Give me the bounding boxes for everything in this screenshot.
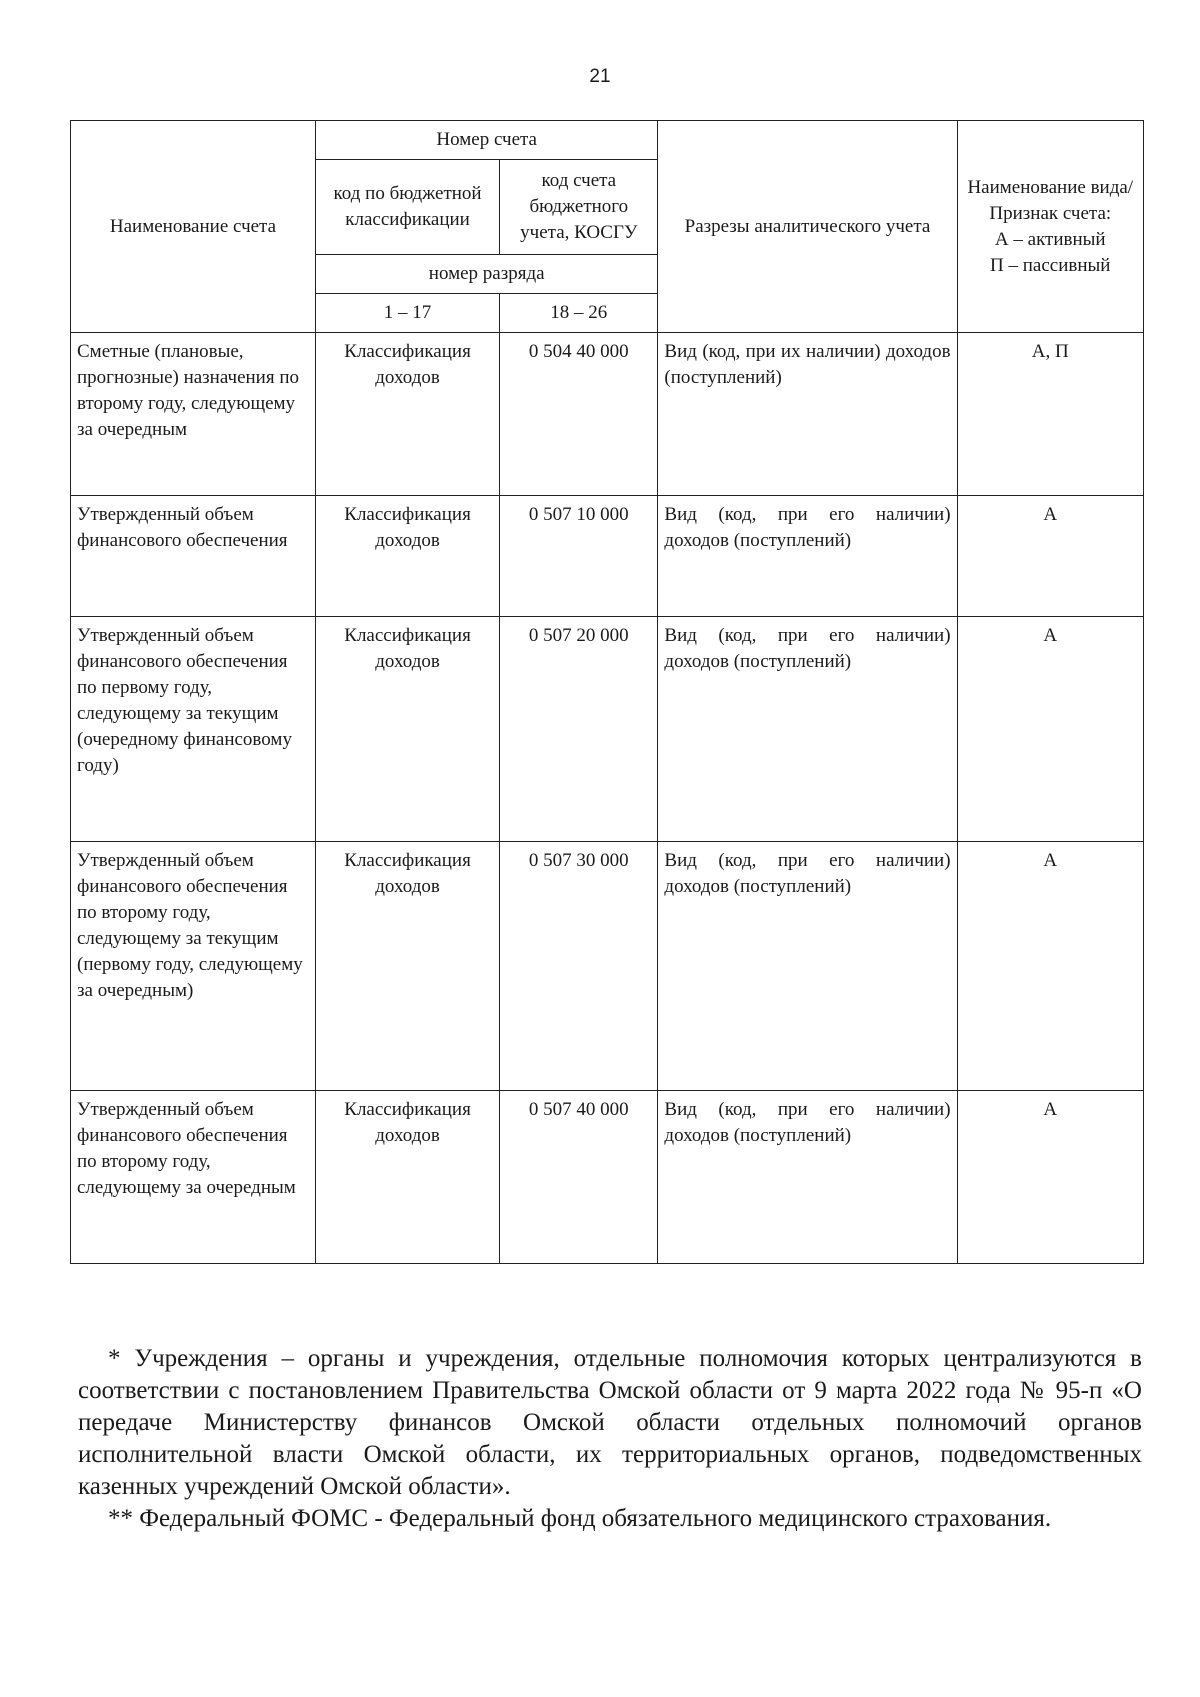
budget-code-cell: Классификация доходов: [315, 842, 499, 1091]
analytics-cell: Вид (код, при их наличии) доходов (поступлений): [658, 333, 957, 496]
header-type-sign-title: Наименование вида/Признак счета:: [967, 176, 1134, 224]
sign-cell: А, П: [957, 333, 1143, 496]
header-type-sign-passive: П – пассивный: [990, 254, 1111, 276]
account-name-cell: Сметные (плановые, прогнозные) назначения по второму году, следующему за очередным: [71, 333, 316, 496]
budget-code-cell: Классификация доходов: [315, 1091, 499, 1264]
account-code-cell: 0 504 40 000: [500, 333, 658, 496]
budget-code-cell: Классификация доходов: [315, 496, 499, 617]
footnote-ffoms: ** Федеральный ФОМС - Федеральный фонд обязательного медицинского страхования.: [108, 1505, 1052, 1532]
account-name-cell: Утвержденный объем финансового обеспечения: [71, 496, 316, 617]
account-code-cell: 0 507 30 000: [500, 842, 658, 1091]
analytics-cell: Вид (код, при его наличии) доходов (поступлений): [658, 496, 957, 617]
header-row-1: [71, 121, 1144, 160]
table-row: [71, 842, 1144, 1091]
header-account-code: код счета бюджетного учета, КОСГУ: [500, 160, 658, 255]
table-row: [71, 617, 1144, 842]
header-budget-code: код по бюджетной классификации: [315, 160, 499, 255]
header-analytics: Разрезы аналитического учета: [658, 121, 957, 333]
account-name-cell: Утвержденный объем финансового обеспечения по второму году, следующему за очередным: [71, 1091, 316, 1264]
header-digits-18-26: 18 – 26: [500, 294, 658, 333]
header-type-sign-active: А – активный: [994, 228, 1106, 250]
analytics-cell: Вид (код, при его наличии) доходов (поступлений): [658, 1091, 957, 1264]
analytics-cell: Вид (код, при его наличии) доходов (поступлений): [658, 842, 957, 1091]
table-row: [71, 496, 1144, 617]
table-row: [71, 333, 1144, 496]
sign-cell: А: [957, 617, 1143, 842]
header-digits-1-17: 1 – 17: [315, 294, 499, 333]
sign-cell: А: [957, 842, 1143, 1091]
account-name-cell: Утвержденный объем финансового обеспечения по второму году, следующему за текущим (первому году, следующему за очередным): [71, 842, 316, 1091]
sign-cell: А: [957, 496, 1143, 617]
account-code-cell: 0 507 10 000: [500, 496, 658, 617]
budget-code-cell: Классификация доходов: [315, 617, 499, 842]
account-name-cell: Утвержденный объем финансового обеспечения по первому году, следующему за текущим (очередному финансовому году): [71, 617, 316, 842]
footnotes: [78, 1343, 1142, 1535]
account-code-cell: 0 507 40 000: [500, 1091, 658, 1264]
analytics-cell: Вид (код, при его наличии) доходов (поступлений): [658, 617, 957, 842]
header-account-name: Наименование счета: [71, 121, 316, 333]
footnote-institutions: * Учреждения – органы и учреждения, отдельные полномочия которых централизуются в соответствии с постановлением Правительства Омской области от 9 марта 2022 года № 95-п «О передаче Министерству финансов Омской области отдельных полномочий органов исполнительной власти Омской области, их территориальных органов, подведомственных казенных учреждений Омской области».: [78, 1345, 1142, 1500]
account-code-cell: 0 507 20 000: [500, 617, 658, 842]
budget-code-cell: Классификация доходов: [315, 333, 499, 496]
page-number: 21: [589, 66, 611, 87]
table-row: [71, 1091, 1144, 1264]
sign-cell: А: [957, 1091, 1143, 1264]
header-digit-number: номер разряда: [315, 255, 657, 294]
header-account-number: Номер счета: [315, 121, 657, 160]
header-type-sign: [957, 121, 1143, 333]
accounts-table: [70, 120, 1144, 1264]
